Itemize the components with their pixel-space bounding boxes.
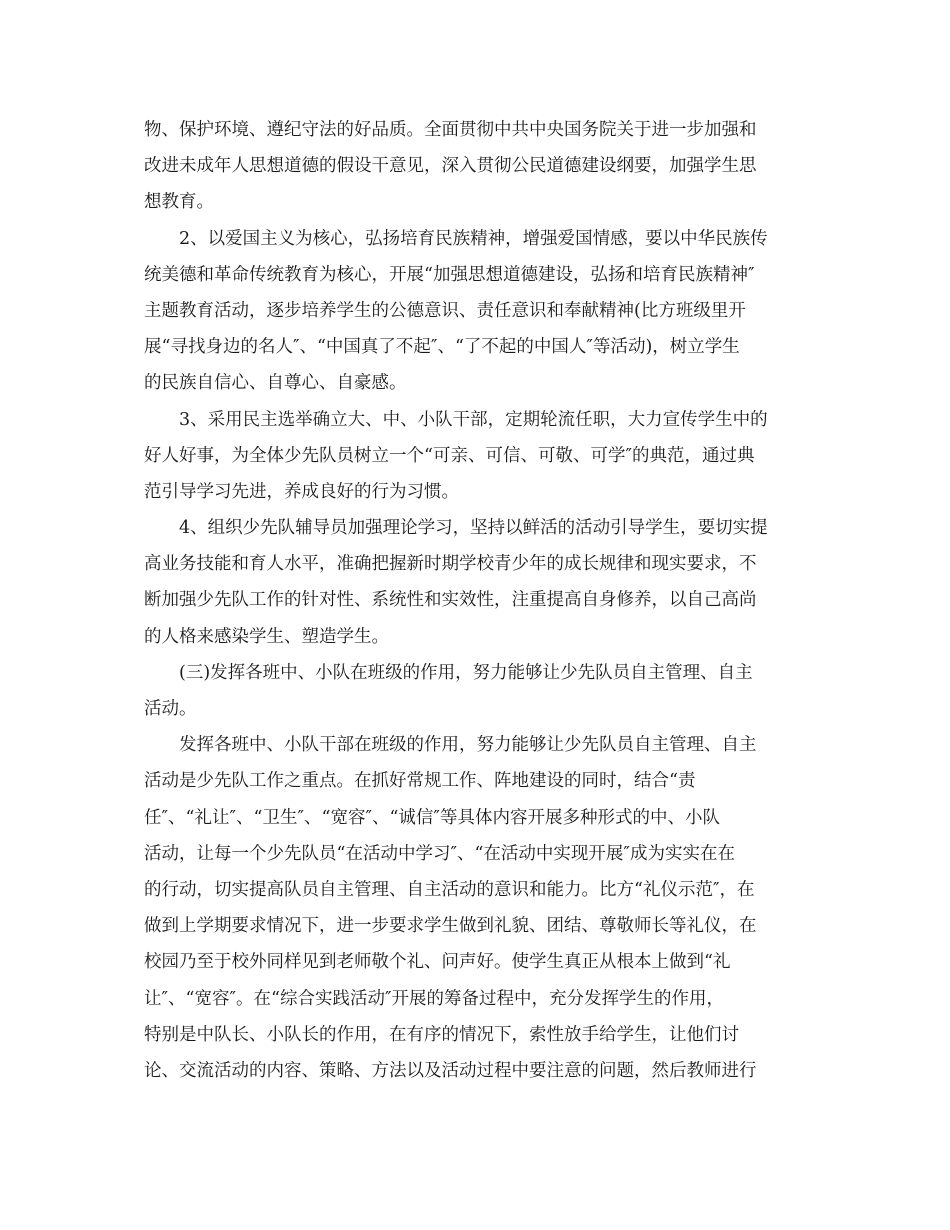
text-line: 校园乃至于校外同样见到老师敬个礼、问声好。使学生真正从根本上做到“礼 [144,952,731,973]
text-line: 主题教育活动，逐步培养学生的公德意识、责任意识和奉献精神(比方班级里开 [144,300,746,321]
text-line: 让″、“宽容″。在“综合实践活动″开展的筹备过程中，充分发挥学生的作用， [144,988,725,1009]
text-line: 活动是少先队工作之重点。在抓好常规工作、阵地建设的同时，结合“责 [144,771,696,792]
text-line: 范引导学习先进，养成良好的行为习惯。 [144,481,459,502]
text-line: 活动，让每一个少先队员“在活动中学习″、“在活动中实现开展″成为实实在在 [144,843,735,864]
text-line: 论、交流活动的内容、策略、方法以及活动过程中要注意的问题，然后教师进行 [144,1060,757,1081]
text-line: 任″、“礼让″、“卫生″、“宽容″、“诚信″等具体内容开展多种形式的中、小队 [144,807,720,828]
text-line: 好人好事，为全体少先队员树立一个“可亲、可信、可敬、可学″的典范，通过典 [144,445,755,466]
text-line: 高业务技能和育人水平，准确把握新时期学校青少年的成长规律和现实要求，不 [144,554,757,575]
paragraph-start-line: 发挥各班中、小队干部在班级的作用，努力能够让少先队员自主管理、自主 [179,735,757,756]
text-line: 断加强少先队工作的针对性、系统性和实效性，注重提高自身修养，以自己高尚 [144,590,757,611]
text-line: 的行动，切实提高队员自主管理、自主活动的意识和能力。比方“礼仪示范″，在 [144,879,755,900]
paragraph-start-line: 3、采用民主选举确立大、中、小队干部，定期轮流任职，大力宣传学生中的 [179,409,768,430]
section-heading-line: (三)发挥各班中、小队在班级的作用，努力能够让少先队员自主管理、自主 [179,662,753,683]
text-line: 做到上学期要求情况下，进一步要求学生做到礼貌、团结、尊敬师长等礼仪，在 [144,916,757,937]
text-line: 统美德和革命传统教育为核心，开展“加强思想道德建设，弘扬和培育民族精神″ [144,264,755,285]
text-line: 展“寻找身边的名人″、“中国真了不起″、“了不起的中国人″等活动)，树立学生 [144,337,740,358]
section-heading-line: 活动。 [144,699,197,719]
text-line: 物、保护环境、遵纪守法的好品质。全面贯彻中共中央国务院关于进一步加强和 [144,120,757,140]
text-line: 特别是中队长、小队长的作用，在有序的情况下，索性放手给学生，让他们讨 [144,1024,739,1045]
text-line: 的人格来感染学生、塑造学生。 [144,626,389,647]
text-line: 想教育。 [144,192,214,213]
document-body [144,112,814,1089]
text-line: 改进未成年人思想道德的假设干意见，深入贯彻公民道德建设纲要，加强学生思 [144,156,757,177]
paragraph-start-line: 2、以爱国主义为核心，弘扬培育民族精神，增强爱国情感，要以中华民族传 [179,228,768,249]
paragraph-start-line: 4、组织少先队辅导员加强理论学习，坚持以鲜活的活动引导学生，要切实提 [179,518,768,539]
text-line: 的民族自信心、自尊心、自豪感。 [144,373,407,394]
